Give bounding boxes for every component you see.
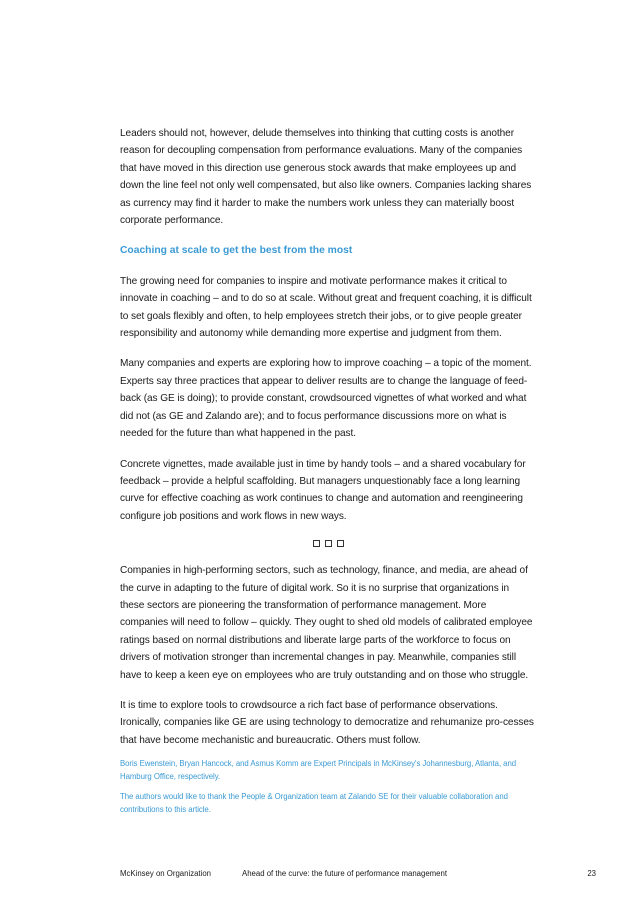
- body-paragraph: Companies in high-performing sectors, such as technology, finance, and media, are ahead of the curve in adapting to the future of digital work. So it is no surprise that organizations in these sectors are pioneering the transformation of performance management. More companies will need to follow – quickly. They ought to shed old models of calibrated employee ratings based on normal distributions and liberate large parts of the workforce to focus on drivers of motivation stronger than incremental changes in pay. Meanwhile, companies still have to keep a keen eye on employees who are truly outstanding and on those who struggle.: [120, 565, 533, 681]
- section-subhead: Coaching at scale to get the best from the most: [120, 245, 353, 257]
- square-icon: [325, 540, 332, 547]
- author-note: Boris Ewenstein, Bryan Hancock, and Asmus Komm are Expert Principals in McKinsey's Johannesburg, Atlanta, and Hamburg Office, respectively.: [120, 759, 517, 781]
- body-paragraph: The growing need for companies to inspire and motivate performance makes it critical to innovate in coaching – and to do so at scale. Without great and frequent coaching, it is difficult to set goals flexibly and often, to help employees stretch their jobs, or to give people greater responsibility and autonomy while demanding more expertise and judgment from them.: [120, 275, 532, 340]
- footer-publication: McKinsey on Organization: [120, 869, 212, 878]
- acknowledgement-note: The authors would like to thank the People & Organization team at Zalando SE for their valuable collaboration and contributions to this article.: [120, 792, 508, 814]
- article-body: [120, 125, 536, 825]
- body-paragraph: Concrete vignettes, made available just in time by handy tools – and a shared vocabulary for feedback – provide a helpful scaffolding. But managers unquestionably face a long learning curve for effective coaching as work continues to change and automation and reengineering configure job positions and work flows in new ways.: [120, 458, 526, 522]
- body-paragraph: Leaders should not, however, delude themselves into thinking that cutting costs is another reason for decoupling compensation from performance evaluations. Many of the companies that have moved in this direction use generous stock awards that make employees up and down the line feel not only well compensated, but also like owners. Companies lacking shares as currency may find it harder to make the numbers work unless they can materially boost corporate performance.: [120, 128, 532, 227]
- square-icon: [337, 540, 344, 547]
- square-icon: [313, 540, 320, 547]
- body-paragraph: Many companies and experts are exploring how to improve coaching – a topic of the moment. Experts say three practices that appear to deliver results are to change the language of feed-back (as GE is doing); to provide constant, crowdsourced vignettes of what worked and what did not (as GE and Zalando are); and to focus performance discussions more on what is needed for the future than what happened in the past.: [120, 358, 532, 440]
- section-separator: [120, 538, 536, 550]
- footer-article-title: Ahead of the curve: the future of performance management: [242, 869, 448, 878]
- page-number: 23: [587, 869, 596, 878]
- body-paragraph: It is time to explore tools to crowdsource a rich fact base of performance observations. Ironically, companies like GE are using technology to democratize and rehumanize pro-cesses that have become mechanistic and bureaucratic. Others must follow.: [120, 699, 534, 746]
